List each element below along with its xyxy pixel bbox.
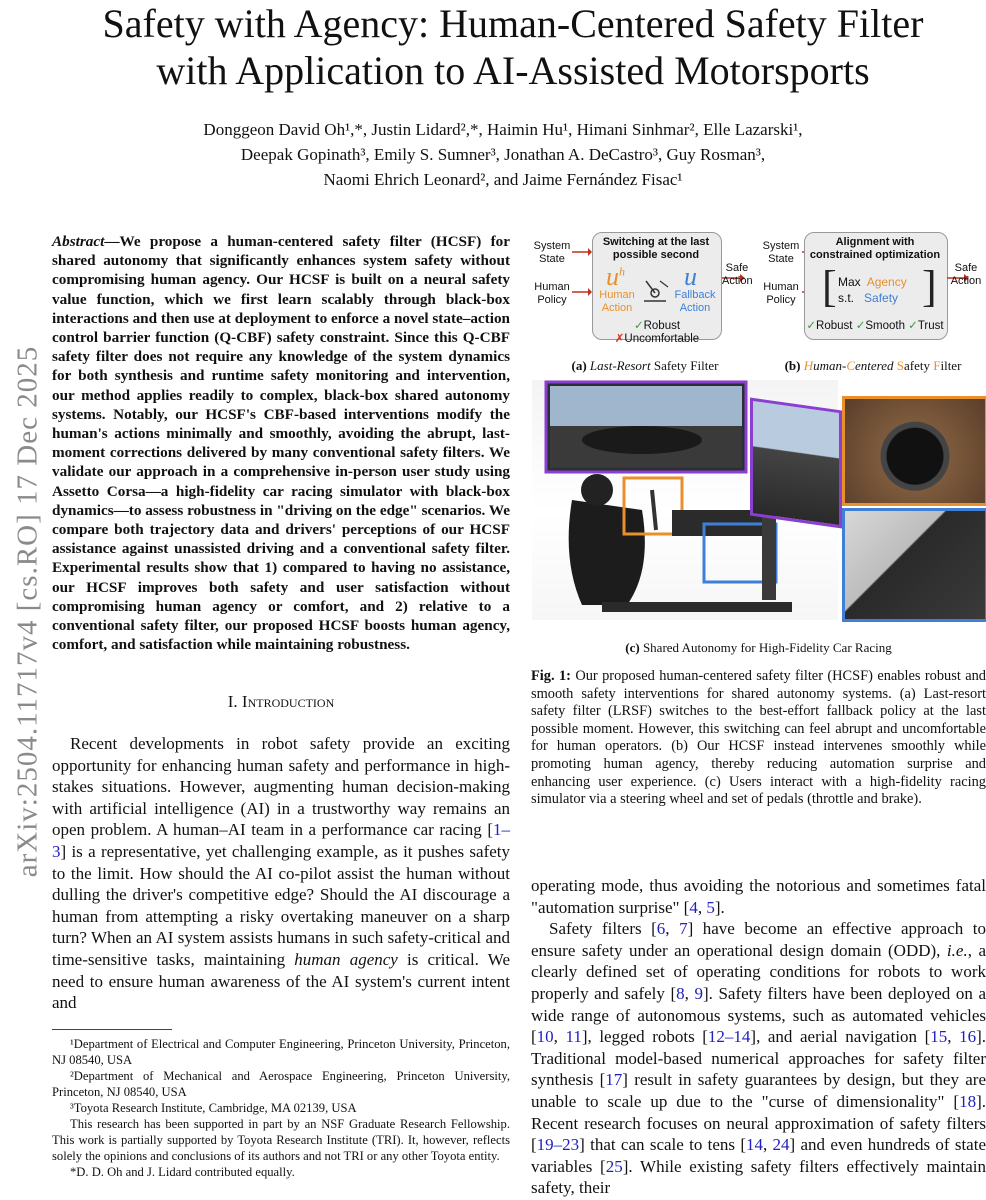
pedals-photo	[842, 508, 986, 622]
figure-caption-label: Fig. 1:	[531, 668, 571, 684]
citation-link[interactable]: 11	[565, 1027, 582, 1047]
fig-b-safe-action: Safe Action	[950, 262, 982, 287]
fig-b-cap-H: H	[803, 358, 814, 373]
citation-link[interactable]: 25	[605, 1156, 623, 1176]
footnote-3: ³Toyota Research Institute, Cambridge, MA 02139, USA	[70, 1101, 357, 1115]
fig-a-caption	[540, 358, 750, 374]
citation-link[interactable]: 4	[689, 897, 698, 917]
abstract-label: Abstract	[52, 233, 105, 250]
fig-b-cap-afety: afety	[904, 358, 934, 373]
fig-b-properties	[806, 320, 944, 333]
p2-a: Safety filters [	[549, 919, 657, 939]
footnote-2: ²Department of Mechanical and Aerospace Engineering, Princeton University, Princeton, NJ 08540, USA	[52, 1069, 510, 1099]
fig-b-cap-entered: entered	[855, 358, 894, 373]
p2-i: ]. Recent research focuses on neural approximation of safety filters [	[531, 1091, 986, 1155]
right-column-text	[531, 875, 986, 1199]
citation-link[interactable]: 12–14	[707, 1027, 751, 1047]
citation-link[interactable]: 7	[679, 919, 688, 939]
fig-a-header: Switching at the last possible second	[602, 236, 710, 261]
citation-link[interactable]: 10	[536, 1027, 554, 1047]
fig-b-objective	[838, 276, 922, 289]
cite-sep: ,	[697, 897, 707, 917]
p2-e: ], legged robots [	[581, 1027, 708, 1047]
fig-a-caption-em: Last-Resort	[589, 358, 651, 373]
monitor-screen-photo	[750, 398, 842, 529]
citation-link[interactable]: 24	[772, 1135, 790, 1155]
figure-caption	[531, 668, 986, 809]
figure-caption-text: Our proposed human-centered safety filter (HCSF) enables robust and smooth safety interventions for shared autonomy systems. (a) Last-resort safety filter (LRSF) switches to the best-effort fallback policy at the last possible moment. However, this switching can feel abrupt and uncomfortable for human operators. (b) Our HCSF instead intervenes smoothly while promoting human agency, thereby reducing automation surprise and enhancing user experience. (c) Users interact with a high-fidelity racing simulator via a steering wheel and set of pedals (throttle and brake).	[531, 668, 986, 808]
footnote-1: ¹Department of Electrical and Computer Engineering, Princeton University, Princeton, NJ 08540, USA	[52, 1037, 510, 1067]
p2-k: ] and even hundreds of state variables [	[531, 1135, 986, 1176]
fig-b-caption	[760, 358, 986, 374]
citation-link[interactable]: 19–23	[536, 1135, 580, 1155]
fig-b-caption-label: (b)	[784, 358, 801, 373]
p2-h: ] result in safety guarantees by design, but they are unable to scale up due to the "curse of dimensionality" [	[531, 1070, 986, 1111]
fig-a-caption-label: (a)	[571, 358, 587, 373]
fig-b-system-state: System State	[762, 240, 800, 265]
citation-link[interactable]: 6	[656, 919, 666, 939]
p2-b: ] have become an effective approach to ensure safety under an operational design domain (ODD),	[531, 919, 986, 960]
p2-ie: i.e.	[946, 940, 968, 960]
intro-paragraph	[52, 733, 510, 1014]
abstract-text: —We propose a human-centered safety filter (HCSF) for shared autonomy that significantly enhances system safety without compromising human agency. Our HCSF is built on a neural safety value function, which we first learn scalably through black-box interactions and then use at deployment to enforce a novel state–action control barrier function (Q-CBF) safety constraint. Since this Q-CBF safety filter does not require any knowledge of the system dynamics for both synthesis and runtime safety monitoring and intervention, our method applies readily to complex, black-box shared autonomy systems. Notably, our HCSF's CBF-based interventions modify the human's actions minimally and smoothly, avoiding the abrupt, last-moment corrections delivered by many conventional safety filters. We validate our approach in a comprehensive in-person user study using Assetto Corsa—a high-fidelity car racing simulator with black-box dynamics—to assess robustness in "driving on the edge" scenarios. We compare both trajectory data and drivers' perceptions of our HCSF assistance against unassisted driving and a conventional safety filter. Experimental results show that 1) compared to having no assistance, our HCSF improves both safety and user satisfaction without compromising human agency or comfort, and 2) relative to a conventional safety filter, our proposed HCSF boosts human agency, comfort, and satisfaction while maintaining robustness.	[52, 233, 510, 654]
title-line-1: Safety with Agency: Human-Centered Safety Filter	[102, 1, 924, 46]
intro-text-a: Recent developments in robot safety provide an exciting opportunity for enhancing human safety and performance in high-stakes situations. However, augmenting human decision-making with artificial intelligence (AI) in a trustworthy way remains an open problem. A human–AI team in a performance car racing [	[52, 734, 510, 840]
footnote-equal-contrib: *D. D. Oh and J. Lidard contributed equally.	[70, 1165, 295, 1179]
check-icon: ✓	[855, 320, 866, 332]
intro-text-c: is critical. We need to ensure human awareness of the AI system's current intent and	[52, 949, 511, 1013]
fig-b-agency: Agency	[866, 275, 907, 289]
fig-b-safety: Safety	[864, 291, 899, 305]
footnote-rule	[52, 1029, 172, 1030]
check-icon: ✓	[908, 320, 918, 332]
citation-link[interactable]: 8	[676, 983, 685, 1003]
right-text-b: ].	[714, 897, 725, 917]
bracket-left: [	[822, 262, 837, 311]
fig-a-human-action: Human Action	[599, 289, 635, 314]
fig-b-cap-S: S	[896, 358, 904, 373]
fig-b-constraint	[838, 292, 922, 305]
title-line-2: with Application to AI-Assisted Motorsports	[156, 48, 870, 93]
fig-a-uh-symbol	[606, 262, 625, 292]
continued-paragraph	[531, 875, 986, 918]
p2-g: ]. Traditional model-based numerical approaches for safety filter synthesis [	[531, 1027, 986, 1090]
authors-line-3: Naomi Ehrich Leonard², and Jaime Fernández Fisac¹	[323, 170, 683, 189]
p2-j: ] that can scale to tens [	[579, 1135, 746, 1155]
check-icon: ✓	[806, 320, 817, 332]
fig-b-header: Alignment with constrained optimization	[809, 236, 941, 261]
fig-a-fallback-symbol: u	[684, 262, 697, 291]
citation-link[interactable]: 1–3	[52, 820, 510, 861]
citation-link[interactable]: 5	[706, 897, 715, 917]
steering-wheel-photo	[842, 396, 986, 506]
fig-a-caption-rest: Safety Filter	[650, 358, 719, 373]
right-text-a: operating mode, thus avoiding the notorious and sometimes fatal "automation surprise" [	[531, 876, 986, 917]
fig-c-caption	[531, 640, 986, 656]
citation-link[interactable]: 16	[959, 1027, 977, 1047]
fig-b-st: s.t.	[838, 291, 855, 305]
section-title: Introduction	[241, 692, 335, 711]
fig-a-uh-sup: h	[619, 264, 625, 279]
p2-f: ], and aerial navigation [	[750, 1027, 931, 1047]
fig-b-robust: Robust	[816, 320, 853, 332]
fig-b-cap-ilter: ilter	[940, 358, 962, 373]
cross-icon: ✗	[614, 333, 625, 345]
intro-emphasis: human agency	[294, 949, 398, 969]
bracket-right: ]	[922, 262, 937, 311]
footnote-funding: This research has been supported in part by an NSF Graduate Research Fellowship. This work is partially supported by Toyota Research Institute (TRI). It, however, reflects solely the opinions and conclusions of its authors and not TRI or any other Toyota entity.	[52, 1117, 510, 1163]
authors-line-1: Donggeon David Oh¹,*, Justin Lidard²,*, Haimin Hu¹, Himani Sinhmar², Elle Lazarski¹,	[203, 120, 803, 139]
fig-a-system-state: System State	[533, 240, 571, 265]
footnotes	[52, 1036, 510, 1180]
citation-link[interactable]: 17	[605, 1070, 623, 1090]
p2-c: , a clearly defined set of operating conditions for robots to work properly and safely [	[531, 940, 986, 1003]
section-number: I.	[227, 692, 238, 711]
fig-b-cap-C: C	[846, 358, 856, 373]
fig-a-properties	[594, 320, 720, 346]
switch-icon	[638, 275, 672, 307]
abstract	[52, 232, 510, 654]
arxiv-stamp: arXiv:2504.11717v4 [cs.RO] 17 Dec 2025	[11, 345, 44, 878]
fig-a-safe-action: Safe Action	[722, 262, 753, 287]
safety-filters-paragraph: Safety filters [6, 7] have become an effective approach to ensure safety under an operational design domain (ODD), i.e., a clearly defined set of operating conditions for robots to work properly and safely [8, 9]. Safety filters have been deployed on a wide range of autonomous systems, such as automated vehicles [10, 11], legged robots [12–14], and aerial navigation [15, 16]. Traditional model-based numerical approaches for safety filter synthesis [17] result in safety guarantees by design, but they are unable to scale up due to the "curse of dimensionality" [18]. Recent research focuses on neural approximation of safety filters [19–23] that can scale to tens [14, 24] and even hundreds of state variables [25]. While existing safety filters effectively maintain safety, their	[531, 919, 986, 1198]
fig-a-robust: Robust	[643, 320, 681, 332]
authors-line-2: Deepak Gopinath³, Emily S. Sumner³, Jonathan A. DeCastro³, Guy Rosman³,	[240, 145, 766, 164]
fig-b-trust: Trust	[917, 320, 944, 332]
fig-a-uh: u	[606, 262, 619, 291]
p2-d: ]. Safety filters have been deployed on a wide range of autonomous systems, such as automated vehicles [	[531, 983, 986, 1047]
check-icon: ✓	[633, 320, 644, 332]
fig-b-max: Max	[838, 275, 861, 289]
p2-l: ]. While existing safety filters effectively maintain safety, their	[531, 1156, 986, 1198]
fig-a-fallback-action: Fallback Action	[674, 289, 716, 314]
section-heading	[52, 692, 510, 712]
fig-c-caption-text: Shared Autonomy for High-Fidelity Car Racing	[639, 640, 892, 655]
citation-link[interactable]: 15	[930, 1027, 948, 1047]
fig-b-cap-F: F	[933, 358, 941, 373]
fig-b-human-policy: Human Policy	[763, 281, 799, 306]
citation-link[interactable]: 9	[694, 983, 703, 1003]
citation-link[interactable]: 18	[959, 1091, 977, 1111]
citation-link[interactable]: 14	[745, 1135, 763, 1155]
fig-a-input-arrows	[570, 240, 592, 310]
paper-title	[40, 0, 986, 94]
author-list	[60, 117, 946, 192]
fig-a-uncomfortable: Uncomfortable	[624, 333, 700, 345]
fig-a-human-policy: Human Policy	[534, 281, 570, 306]
fig-b-cap-uman: uman-	[813, 358, 847, 373]
fig-b-smooth: Smooth	[865, 320, 905, 332]
intro-text-b: ] is a representative, yet challenging example, as it pushes safety to the limit. How should the AI co-pilot assist the human without dulling the driver's competitive edge? Should the AI discourage a human from attempting a risky overtaking maneuver on a sharp turn? When an AI system assists humans in such safety-critical and time-sensitive tasks, maintaining	[52, 841, 510, 969]
fig-c-caption-label: (c)	[625, 640, 640, 655]
intro-text	[52, 733, 510, 1014]
